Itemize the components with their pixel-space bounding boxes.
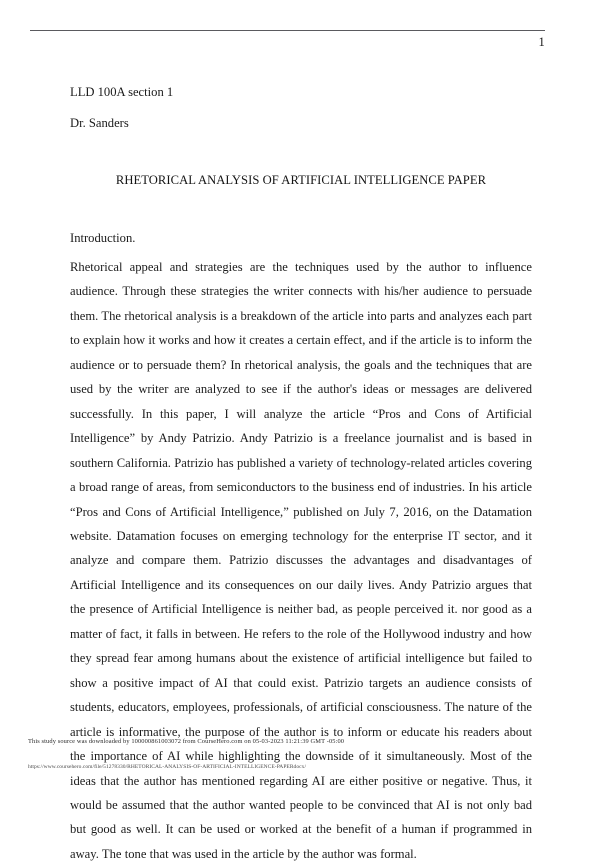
page-title: RHETORICAL ANALYSIS OF ARTIFICIAL INTELLIGENCE PAPER <box>115 173 487 187</box>
document-body <box>70 80 532 866</box>
header-rule <box>30 30 545 31</box>
page-number: 1 <box>538 35 545 49</box>
instructor-line: Dr. Sanders <box>70 116 129 130</box>
download-notice: This study source was downloaded by 100000861003072 from CourseHero.com on 05-03-2023 11:21:39 GMT -05:00 <box>28 738 345 745</box>
section-heading-introduction: Introduction. <box>70 231 136 245</box>
source-url[interactable]: https://www.coursehero.com/file/51278330/RHETORICAL-ANALYSIS-OF-ARTIFICIAL-INTELLIGENCE-PAPERdocx/ <box>28 764 307 770</box>
course-line: LLD 100A section 1 <box>70 85 174 99</box>
body-paragraph: Rhetorical appeal and strategies are the techniques used by the author to influence audience. Through these strategies the writer connects with his/her audience to persuade them. The rhetorical analysis is a breakdown of the article into parts and analyzes each part to explain how it works and how it creates a certain effect, and if the article is to inform the audience or to persuade them? In rhetorical analysis, the goals and the techniques that are used by the writer are analyzed to see if the author's ideas or messages are delivered successfully. In this paper, I will analyze the article “Pros and Cons of Artificial Intelligence” by Andy Patrizio. Andy Patrizio is a freelance journalist and is based in southern California. Patrizio has published a variety of technology-related articles covering a broad range of areas, from semiconductors to the business end of industries. In his article “Pros and Cons of Artificial Intelligence,” published on July 7, 2016, on the Datamation website. Datamation focuses on emerging technology for the enterprise IT sector, and it analyze and compare them. Patrizio discusses the advantages and disadvantages of Artificial Intelligence and its consequences on our daily lives. Andy Patrizio argues that the presence of Artificial Intelligence is neither bad, as people perceived it. nor good as a matter of fact, it falls in between. He refers to the role of the Hollywood industry and how they spread fear among humans about the existence of artificial intelligence but failed to show a positive impact of AI that could exist. Patrizio targets an audience consists of students, educators, employees, professionals, of artificial consciousness. The nature of the article is informative, the purpose of the author is to inform or educate his readers about the importance of AI while highlighting the downside of it simultaneously. Most of the ideas that the author has mentioned regarding AI are either positive or negative. Thus, it would be assumed that the author wanted people to be convinced that AI is not only bad but good as well. It can be used or worked at the benefit of a human if programmed in away. The tone that was used in the article by the author was formal. <box>70 260 532 861</box>
